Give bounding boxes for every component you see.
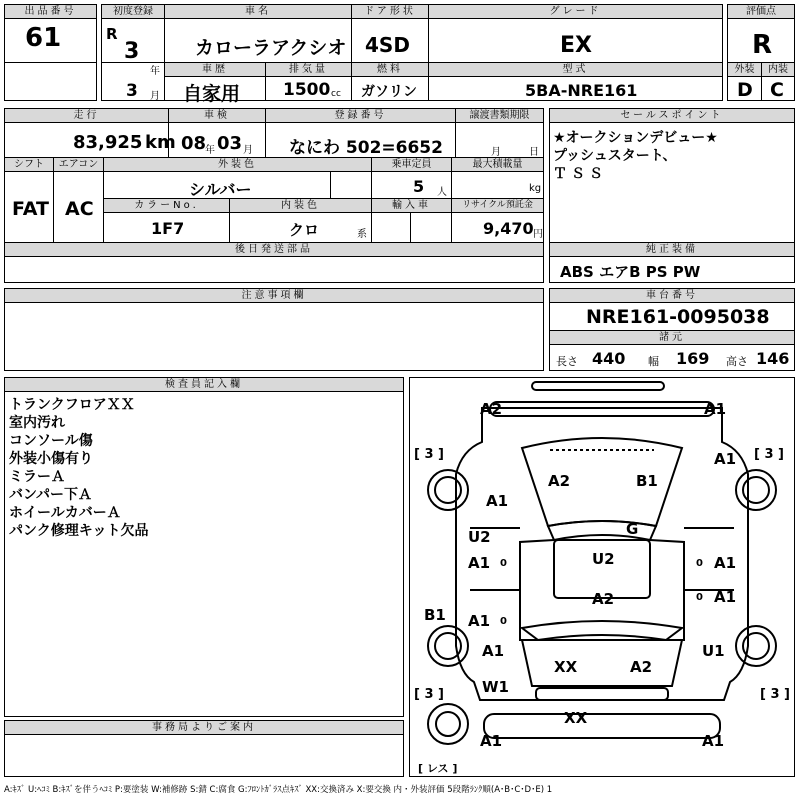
fuel-header: 燃料 (351, 63, 428, 77)
sales-point-line: プッシュスタート、 (553, 148, 677, 164)
inspection-month: 03 (217, 133, 243, 154)
model-value: 5BA-NRE161 (525, 81, 638, 100)
transfer-day-unit: 日 (529, 147, 539, 158)
capacity-unit: 人 (437, 187, 447, 198)
chassis-header: 車台番号 (550, 289, 794, 303)
color-no-header: カラーNo. (103, 199, 229, 213)
history-header: 車歴 (165, 63, 265, 77)
first-reg-year-unit: 年 (150, 66, 160, 77)
first-reg-month-unit: 月 (150, 91, 160, 102)
mark-trunk-r: A2 (630, 658, 653, 676)
mark-door-fr-n: 0 (696, 558, 703, 569)
mark-fender-fl: A1 (486, 492, 509, 510)
tire-rl-label: [ 3 ] (414, 687, 444, 702)
inspector-note: トランクフロアＸＸ (9, 397, 135, 413)
first-reg-month: 3 (126, 81, 138, 101)
car-name-value: カローラアクシオ (195, 37, 347, 59)
mark-rocker-l: B1 (424, 606, 446, 624)
mark-qtr-rr: U1 (702, 642, 725, 660)
first-reg-era: R (106, 25, 118, 43)
mark-door-rr-1: A1 (714, 588, 737, 606)
mark-hood-r: B1 (636, 472, 658, 490)
later-parts-header: 後日発送部品 (5, 243, 543, 257)
car-info-block (164, 4, 723, 105)
spec-width-value: 169 (676, 349, 710, 368)
inspector-note: バンパー下Ａ (9, 487, 93, 503)
spare-label: [ レス ] (418, 762, 458, 775)
first-reg-header: 初度登録 (102, 5, 164, 19)
capacity-value: 5 (413, 177, 425, 196)
fuel-value: ガソリン (361, 84, 417, 100)
vehicle-detail-block (4, 108, 544, 283)
specs-header: 諸元 (550, 331, 794, 345)
lot-no-value: 61 (25, 23, 62, 53)
inspection-year-unit: 年 (205, 145, 215, 156)
mark-rear-floor: XX (564, 709, 588, 727)
aircon-value: AC (65, 198, 94, 220)
exterior-color-value: シルバー (189, 180, 252, 199)
lot-no-cell (4, 4, 97, 101)
recycle-header: リサイクル預託金 (451, 199, 543, 213)
inspector-note: コンソール傷 (9, 433, 93, 449)
reg-no-value: なにわ 502=6652 (289, 138, 443, 158)
capacity-header: 乗車定員 (371, 158, 451, 172)
mark-door-fl-n: 0 (500, 558, 507, 569)
sales-point-box (549, 108, 795, 283)
mileage-value: 83,925 (73, 132, 143, 153)
color-no-value: 1F7 (151, 219, 185, 238)
inspector-note: ホイールカバーＡ (9, 505, 121, 521)
transfer-header: 譲渡書類期限 (455, 109, 543, 123)
displacement-value: 1500 (283, 80, 331, 100)
interior-color-value: クロ (289, 221, 320, 239)
tire-rr-label: [ 3 ] (760, 687, 790, 702)
interior-color-suffix: 系 (357, 229, 367, 240)
mark-qtr-rl: A1 (482, 642, 505, 660)
inspector-note: ミラーＡ (9, 469, 65, 485)
shift-header: シフト (5, 158, 53, 172)
office-header: 事務局よりご案内 (5, 721, 403, 735)
int-header: 内装 (761, 63, 794, 77)
import-header: 輸入車 (371, 199, 451, 213)
chassis-value: NRE161-0095038 (586, 306, 770, 328)
inspector-box (4, 377, 404, 717)
notes-box (4, 288, 544, 371)
transfer-month-unit: 月 (491, 147, 501, 158)
history-value: 自家用 (183, 83, 241, 105)
reg-no-header: 登録番号 (265, 109, 455, 123)
inspection-month-unit: 月 (243, 145, 253, 156)
legend-text: A:ｷｽﾞ U:ﾍｺﾐ B:ｷｽﾞを伴うﾍｺﾐ P:要塗装 W:補修跡 S:錆 C:腐食 G:ﾌﾛﾝﾄｶﾞﾗｽ点ｷｽﾞ XX:交換済み X:要交換 内・外装評価 5段階ﾗﾝｸ順(A･B･C･D･E) 1 (4, 785, 553, 795)
tire-fr-label: [ 3 ] (754, 447, 784, 462)
spec-width-label: 幅 (648, 355, 659, 368)
mark-rear-bumper-l: A1 (480, 732, 503, 750)
spec-length-value: 440 (592, 349, 626, 368)
chassis-box (549, 288, 795, 371)
mark-door-rl-1: A1 (468, 612, 491, 630)
sales-point-line: ＴＳＳ (553, 166, 607, 182)
displacement-unit: cc (331, 89, 341, 99)
car-name-header: 車名 (165, 5, 351, 19)
mark-door-fl-2: A1 (468, 554, 491, 572)
inspector-header: 検査員記入欄 (5, 378, 403, 392)
recycle-unit: 円 (533, 229, 543, 240)
door-type-value: 4SD (365, 33, 410, 57)
score-cell (727, 4, 795, 101)
mark-wheel-rl: W1 (482, 678, 509, 696)
mark-door-rl-n: 0 (500, 616, 507, 627)
mark-rear-bumper-r: A1 (702, 732, 725, 750)
genuine-value: ABS エアB PS PW (560, 263, 701, 281)
first-reg-cell (101, 4, 165, 101)
inspection-header: 車検 (168, 109, 265, 123)
sales-point-header: セールスポイント (550, 109, 794, 123)
inspector-note: 室内汚れ (9, 415, 65, 431)
spec-height-value: 146 (756, 349, 790, 368)
max-load-header: 最大積載量 (451, 158, 543, 172)
score-header: 評価点 (728, 5, 794, 19)
inspection-year: 08 (181, 133, 207, 154)
mark-door-fl-1: U2 (468, 528, 491, 546)
tire-fl-label: [ 3 ] (414, 447, 444, 462)
int-score-value: C (770, 79, 784, 101)
ext-score-value: D (737, 79, 753, 101)
mileage-header: 走行 (5, 109, 168, 123)
first-reg-year: 3 (124, 39, 140, 64)
inspector-note: 外装小傷有り (9, 451, 93, 467)
mark-door-rr-n: 0 (696, 592, 703, 603)
grade-value: EX (560, 33, 592, 58)
spec-height-label: 高さ (726, 355, 748, 368)
office-box (4, 720, 404, 777)
mark-roof-2: A2 (592, 590, 615, 608)
exterior-color-header: 外装色 (103, 158, 371, 172)
displacement-header: 排気量 (265, 63, 351, 77)
mark-trunk-l: XX (554, 658, 578, 676)
mark-windshield: G (626, 520, 639, 538)
car-outline (410, 378, 794, 776)
grade-header: グレード (428, 5, 722, 19)
genuine-header: 純正装備 (550, 243, 794, 257)
mark-door-fr-1: A1 (714, 554, 737, 572)
door-type-header: ドア形状 (351, 5, 428, 19)
lot-no-header: 出品番号 (5, 5, 96, 19)
mark-hood-l: A2 (548, 472, 571, 490)
car-diagram (409, 377, 795, 777)
mileage-unit: km (145, 132, 176, 153)
notes-header: 注意事項欄 (5, 289, 543, 303)
model-header: 型式 (428, 63, 722, 77)
max-load-unit: kg (529, 183, 542, 194)
ext-header: 外装 (728, 63, 761, 77)
mark-front-bumper-r: A1 (704, 400, 727, 418)
interior-color-header: 内装色 (229, 199, 371, 213)
mark-fender-fr: A1 (714, 450, 737, 468)
aircon-header: エアコン (53, 158, 103, 172)
recycle-value: 9,470 (483, 219, 534, 238)
sales-point-line: ★オークションデビュー★ (553, 130, 718, 146)
shift-value: FAT (12, 198, 49, 220)
score-value: R (752, 30, 773, 60)
mark-front-bumper-l: A2 (480, 400, 503, 418)
spec-length-label: 長さ (556, 355, 578, 368)
mark-roof: U2 (592, 550, 615, 568)
inspector-note: パンク修理キット欠品 (9, 523, 149, 539)
